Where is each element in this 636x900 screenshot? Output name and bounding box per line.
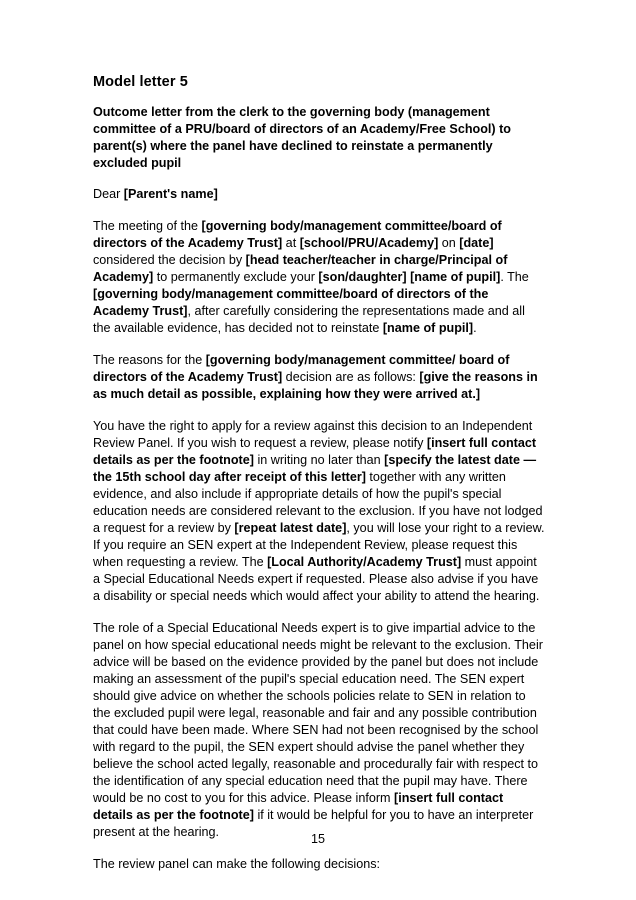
paragraph-sen-expert-role <box>93 620 545 841</box>
page-title: Model letter 5 <box>93 74 188 90</box>
paragraph-reasons <box>93 352 545 403</box>
p1-text-5: to permanently exclude your <box>153 270 319 284</box>
paragraph-review-rights <box>93 418 545 605</box>
p1-text-7: , after carefully considering the representations made and all the available evidence, has decided not to reinstate <box>93 304 525 335</box>
p3-text-5: must appoint a Special Educational Needs expert if requested. Please also advise if you have a disability or special needs which would affect your ability to attend the hearing. <box>93 555 540 603</box>
p2-placeholder-give-reasons: [give the reasons in as much detail as possible, explaining how they were arrived at.] <box>93 370 538 401</box>
p3-placeholder-repeat-latest-date: [repeat latest date] <box>234 521 347 535</box>
p3-text-1: You have the right to apply for a review against this decision to an Independent Review Panel. If you wish to request a review, please notify <box>93 419 533 450</box>
salutation-line <box>93 186 545 203</box>
paragraph-meeting-decision <box>93 218 545 337</box>
p1-placeholder-name-of-pupil: [name of pupil] <box>382 321 474 335</box>
p1-placeholder-pupil: [son/daughter] [name of pupil] <box>318 270 501 284</box>
p3-placeholder-latest-date: [specify the latest date — the 15th school day after receipt of this letter] <box>93 453 537 484</box>
p1-text-1: The meeting of the <box>93 219 202 233</box>
p3-text-4: , you will lose your right to a review. If you require an SEN expert at the Independent Review, please request this when requesting a review. The <box>93 521 545 569</box>
p1-text-8: . <box>473 321 477 335</box>
p4-text-2: if it would be helpful for you to have an interpreter present at the hearing. <box>93 808 534 839</box>
p1-text-4: considered the decision by <box>93 253 246 267</box>
p4-placeholder-contact-details: [insert full contact details as per the footnote] <box>93 791 504 822</box>
salutation-plain: Dear <box>93 187 124 201</box>
p1-text-3: on <box>438 236 460 250</box>
p2-placeholder-governing-body: [governing body/management committee/ board of directors of the Academy Trust] <box>93 353 510 384</box>
p3-text-3: together with any written evidence, and also include if appropriate details of how the pupil's special education needs are considered relevant to the exclusion. If you have not lodged a request for a review by <box>93 470 543 535</box>
p3-placeholder-local-authority: [Local Authority/Academy Trust] <box>267 555 462 569</box>
p1-text-2: at <box>282 236 300 250</box>
document-subtitle: Outcome letter from the clerk to the governing body (management committee of a PRU/board of directors of an Academy/Free School) to parent(s) where the panel have declined to reinstate a permanently excluded pupil <box>93 105 511 170</box>
p3-placeholder-contact-details: [insert full contact details as per the footnote] <box>93 436 537 467</box>
salutation-placeholder-parent-name: [Parent's name] <box>123 187 218 201</box>
p1-text-6: . The <box>500 270 529 284</box>
p1-placeholder-head-teacher: [head teacher/teacher in charge/Principal of Academy] <box>93 253 508 284</box>
p3-text-2: in writing no later than <box>253 453 385 467</box>
p1-placeholder-date: [date] <box>459 236 494 250</box>
p2-text-2: decision are as follows: <box>282 370 420 384</box>
p5-text-1: The review panel can make the following decisions: <box>93 857 381 871</box>
paragraph-panel-decisions-intro <box>93 856 545 873</box>
page-number: 15 <box>310 832 325 846</box>
p1-placeholder-school: [school/PRU/Academy] <box>299 236 439 250</box>
document-body <box>93 74 545 888</box>
p1-placeholder-governing-body: [governing body/management committee/board of directors of the Academy Trust] <box>93 219 502 250</box>
p2-text-1: The reasons for the <box>93 353 206 367</box>
p4-text-1: The role of a Special Educational Needs expert is to give impartial advice to the panel on how special educational needs might be relevant to the exclusion. Their advice will be based on the evidence provided by the panel but does not include making an assessment of the pupil's special education need. The SEN expert should give advice on whether the schools policies relate to SEN in relation to the excluded pupil were legal, reasonable and fair and any possible contribution that could have been made. Where SEN had not been recognised by the school with regard to the pupil, the SEN expert should advise the panel whether they believe the school acted legally, reasonable and procedurally fair with respect to the identification of any special education need that the pupil may have. There would be no cost to you for this advice. Please inform <box>93 621 543 805</box>
p1-placeholder-governing-body-2: [governing body/management committee/board of directors of the Academy Trust] <box>93 287 489 318</box>
